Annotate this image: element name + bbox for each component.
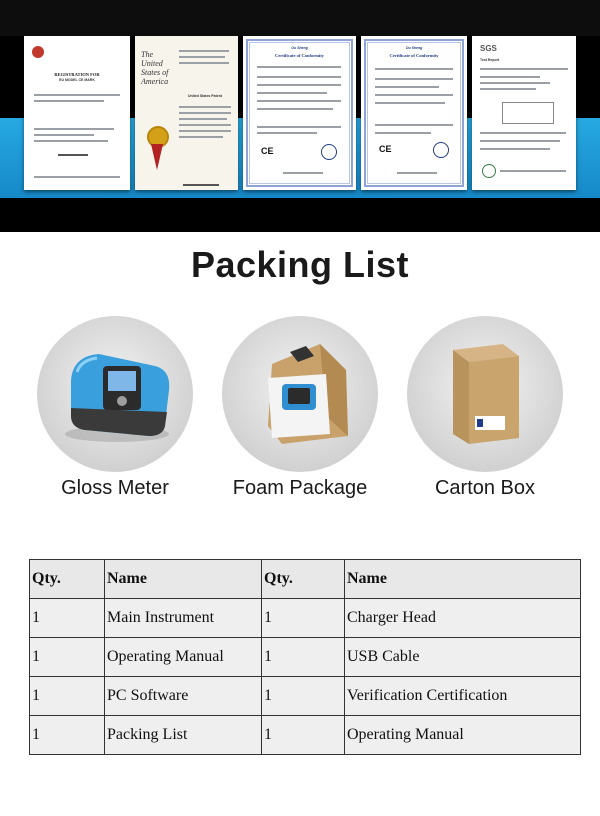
sgs-logo: SGS [480, 44, 497, 53]
table-row [30, 677, 581, 716]
certificate-ce-1 [243, 36, 356, 190]
cert-title: REGISTRATION FOR [54, 72, 100, 77]
item-name-cell: Charger Head [345, 599, 581, 638]
carton-box-image [407, 316, 563, 472]
test-result-table [502, 102, 554, 124]
cert-subtitle: Ou Sheng [405, 46, 423, 50]
banner-top-strip [0, 0, 600, 36]
item-name-cell: Verification Certification [345, 677, 581, 716]
cert-subtitle: Test Report [480, 58, 500, 62]
qty-cell: 1 [30, 638, 105, 677]
item-name-cell: Operating Manual [345, 716, 581, 755]
table-header-row [30, 560, 581, 599]
certificate-us-patent [135, 36, 238, 190]
cert-subtitle: EU MODEL CE MARK [59, 78, 95, 82]
qty-cell: 1 [30, 599, 105, 638]
item-name-cell: Main Instrument [105, 599, 262, 638]
carton-box-photo-icon [407, 316, 563, 472]
red-ribbon-icon [151, 144, 163, 170]
packing-list-table [29, 559, 581, 755]
cert-subtitle: United States Patent [187, 94, 223, 98]
gloss-meter-image [37, 316, 193, 472]
foam-package-label: Foam Package [232, 477, 368, 499]
us-patent-script: The United States of America [141, 50, 169, 86]
certificate-ce-2 [361, 36, 467, 190]
qty-cell: 1 [262, 677, 345, 716]
cert-subtitle: Ou Sheng [291, 46, 308, 50]
item-name-cell: PC Software [105, 677, 262, 716]
certificate-registration [24, 36, 130, 190]
qty-cell: 1 [30, 716, 105, 755]
gloss-meter-label: Gloss Meter [61, 477, 169, 499]
stamp-icon [321, 144, 337, 160]
foam-package-image [222, 316, 378, 472]
foam-package-photo-icon [222, 316, 378, 472]
page-title: Packing List [190, 244, 410, 285]
table-row [30, 638, 581, 677]
table-row [30, 599, 581, 638]
carton-box-label: Carton Box [434, 477, 536, 499]
item-name-cell: Operating Manual [105, 638, 262, 677]
item-name-cell: USB Cable [345, 638, 581, 677]
stamp-icon [433, 142, 449, 158]
qty-cell: 1 [262, 599, 345, 638]
header-qty-right: Qty. [262, 560, 345, 599]
table-row [30, 716, 581, 755]
certificate-sgs [472, 36, 576, 190]
qty-cell: 1 [262, 638, 345, 677]
qty-cell: 1 [30, 677, 105, 716]
cert-title: Certificate of Conformity [389, 53, 439, 58]
item-name-cell: Packing List [105, 716, 262, 755]
ce-mark-icon: CE [261, 146, 274, 156]
registration-seal-icon [32, 46, 44, 58]
cert-title: Certificate of Conformity [275, 53, 324, 58]
qty-cell: 1 [262, 716, 345, 755]
header-name-left: Name [105, 560, 262, 599]
certificate-banner [0, 0, 600, 232]
header-qty-left: Qty. [30, 560, 105, 599]
gloss-meter-photo-icon [37, 316, 193, 472]
sgs-seal-icon [482, 164, 496, 178]
header-name-right: Name [345, 560, 581, 599]
ce-mark-icon: CE [379, 144, 392, 154]
